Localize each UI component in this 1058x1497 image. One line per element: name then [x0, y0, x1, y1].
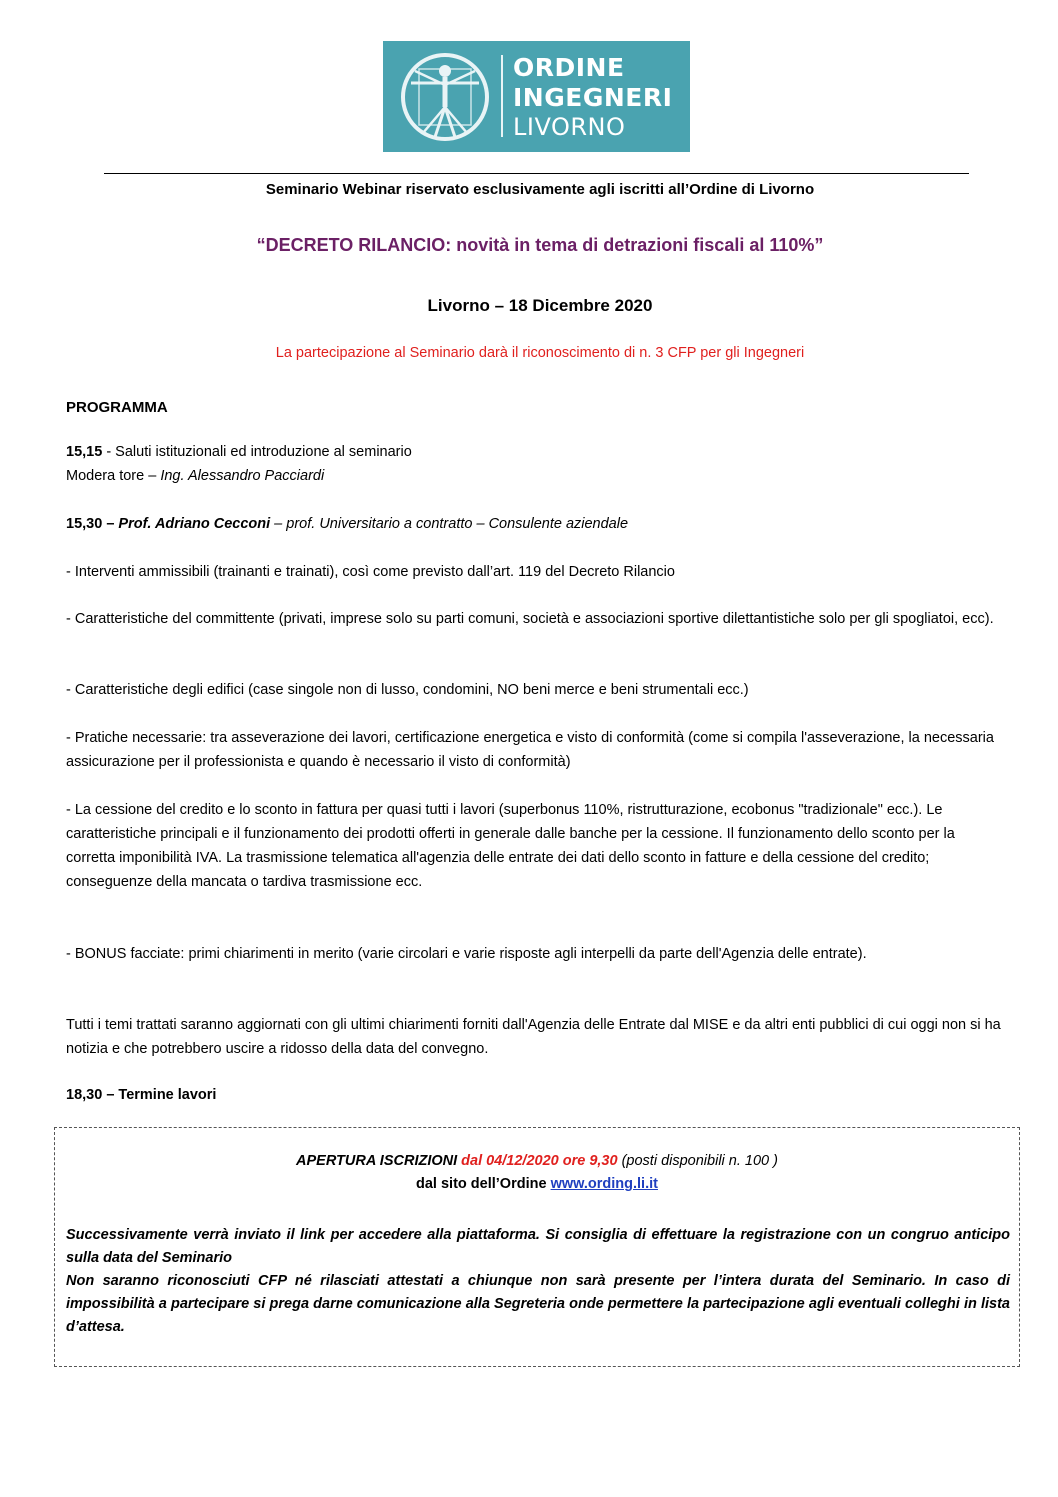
speaker-role: – prof. Universitario a contratto – Consulente aziendale	[270, 516, 629, 532]
moderator-name: Ing. Alessandro Pacciardi	[160, 468, 325, 484]
cfp-note: La partecipazione al Seminario darà il riconoscimento di n. 3 CFP per gli Ingegneri	[275, 345, 805, 361]
logo-line-2: INGEGNERI	[513, 83, 673, 112]
logo-separator	[501, 55, 503, 137]
opening-time: 15,15	[66, 444, 103, 460]
speaker-time: 15,30	[66, 516, 103, 532]
program-point: - BONUS facciate: primi chiarimenti in merito (varie circolari e varie risposte agli interpelli da parte dell'Agenzia delle entrate).	[66, 946, 867, 962]
program-point: - Caratteristiche degli edifici (case singole non di lusso, condomini, NO beni merce e beni strumentali ecc.)	[66, 682, 749, 698]
program-item-speaker	[66, 512, 1006, 536]
logo-line-1: ORDINE	[513, 53, 625, 82]
registration-box	[54, 1127, 1020, 1367]
program-point: - Pratiche necessarie: tra asseverazione dei lavori, certificazione energetica e visto di conformità (come si compila l'asseverazione, la necessaria assicurazione per il professionista e quando è necessario il visto di conformità)	[66, 730, 994, 770]
program-point: - La cessione del credito e lo sconto in fattura per quasi tutti i lavori (superbonus 110%, ristrutturazione, ecobonus "tradizionale" ecc.). Le caratteristiche principali e il funzionamento dei prodotti offerti in generale dalle banche per la cessione. Il funzionamento dello sconto per la corretta imponibilità IVA. La trasmissione telematica all'agenzia delle entrate dei dati dello sconto in fatture e della cessione del credito; conseguenze della mancata o tardiva trasmissione ecc.	[66, 802, 955, 890]
registration-dates: dal 04/12/2020 ore 9,30	[461, 1153, 622, 1169]
program-point: - Caratteristiche del committente (privati, imprese solo su parti comuni, società e associazioni sportive dilettantistiche solo per gli spogliatoi, ecc).	[66, 611, 994, 627]
program-point: - Interventi ammissibili (trainanti e trainati), così come previsto dall’art. 119 del Decreto Rilancio	[66, 564, 675, 580]
registration-label: APERTURA ISCRIZIONI	[296, 1153, 462, 1169]
ordine-website-link[interactable]: www.ording.li.it	[550, 1176, 658, 1192]
seminar-subtitle: Seminario Webinar riservato esclusivamente agli iscritti all’Ordine di Livorno	[265, 181, 815, 198]
program-item-opening	[66, 440, 1006, 488]
header-divider	[104, 173, 969, 174]
speaker-name: Prof. Adriano Cecconi	[118, 516, 271, 532]
ordine-ingegneri-logo	[383, 41, 690, 152]
opening-text: - Saluti istituzionali ed introduzione al seminario	[102, 444, 412, 460]
registration-note-attendance: Non saranno riconosciuti CFP né rilasciati attestati a chiunque non sarà presente per l’intera durata del Seminario. In caso di impossibilità a partecipare si prega darne comunicazione alla Segreteria onde permettere la partecipazione agli eventuali colleghi in lista d’attesa.	[66, 1273, 1010, 1335]
logo-line-3: LIVORNO	[513, 113, 626, 141]
registration-site-prefix: dal sito dell’Ordine	[416, 1176, 551, 1192]
registration-seats: (posti disponibili n. 100 )	[621, 1153, 778, 1169]
program-closing-note: Tutti i temi trattati saranno aggiornati con gli ultimi chiarimenti forniti dall'Agenzia delle Entrate dal MISE e da altri enti pubblici di cui oggi non si ha notizia e che potrebbero uscire a ridosso della data del convegno.	[66, 1017, 1001, 1057]
registration-opening	[55, 1153, 1019, 1169]
speaker-dash: –	[102, 516, 119, 532]
registration-site	[55, 1176, 1019, 1192]
vitruvian-man-icon	[397, 49, 493, 145]
program-end: 18,30 – Termine lavori	[66, 1087, 217, 1103]
seminar-date: Livorno – 18 Dicembre 2020	[427, 296, 653, 315]
registration-note-link: Successivamente verrà inviato il link per accedere alla piattaforma. Si consiglia di effettuare la registrazione con un congruo anticipo sulla data del Seminario	[66, 1227, 1010, 1266]
programma-heading: PROGRAMMA	[66, 399, 168, 416]
seminar-title: “DECRETO RILANCIO: novità in tema di detrazioni fiscali al 110%”	[256, 235, 824, 255]
moderator-label: Modera tore –	[66, 468, 161, 484]
